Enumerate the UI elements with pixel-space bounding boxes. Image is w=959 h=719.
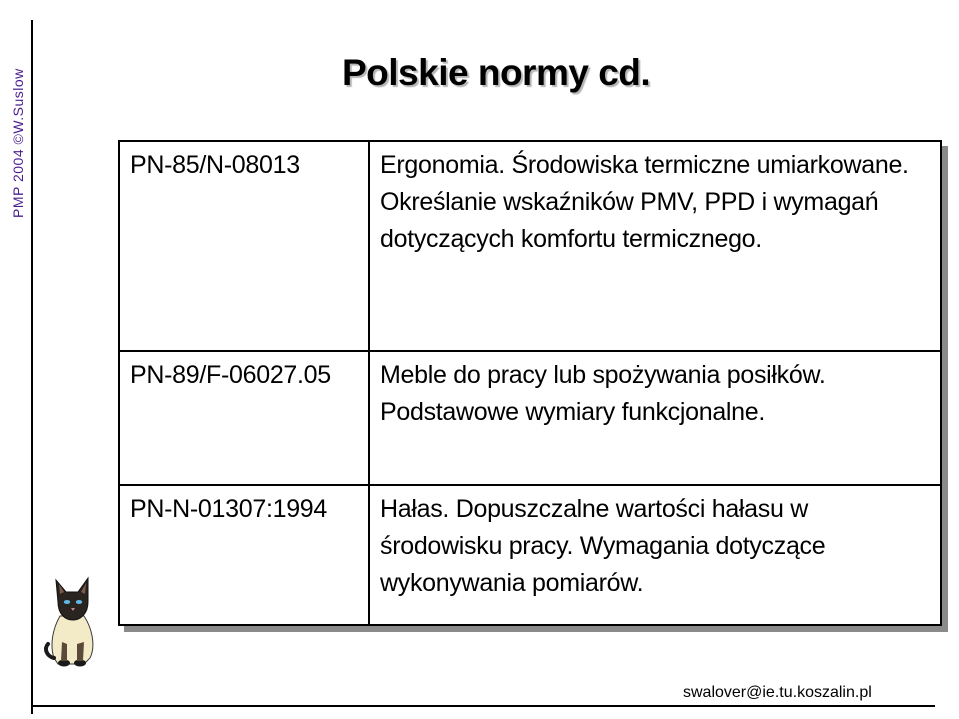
cat-body (52, 616, 93, 664)
cat-head (56, 578, 88, 620)
cat-leg-left (61, 642, 67, 661)
side-watermark (6, 38, 30, 218)
left-vertical-rule (31, 20, 33, 714)
norm-code: PN-89/F-06027.05 (120, 351, 369, 485)
bottom-horizontal-rule (31, 705, 935, 707)
norms-table (120, 142, 940, 624)
table-row (120, 351, 940, 485)
norm-description-text: Meble do pracy lub spożywania posiłków. Podstawowe wymiary funkcjonalne. (380, 361, 826, 426)
cat-eye-right (76, 600, 82, 604)
siamese-cat-illustration (44, 572, 102, 668)
cat-leg-right (77, 642, 84, 661)
footer-email: swalover@ie.tu.koszalin.pl (683, 684, 872, 701)
norm-description-text: Hałas. Dopuszczalne wartości hałasu w środowisku pracy. Wymagania dotyczące wykonywania pomiarów. (380, 495, 826, 597)
norm-description (369, 485, 940, 624)
side-watermark-text: PMP 2004 ©W.Suslow (10, 68, 26, 218)
norm-description (369, 351, 940, 485)
table-row (120, 142, 940, 351)
cat-eye-left (64, 600, 70, 604)
norm-code: PN-N-01307:1994 (120, 485, 369, 624)
table-row (120, 485, 940, 624)
norm-description (369, 142, 940, 351)
norm-description-text: Ergonomia. Środowiska termiczne umiarkowane. Określanie wskaźników PMV, PPD i wymagań dotyczących komfortu termicznego. (380, 151, 909, 253)
norm-code: PN-85/N-08013 (130, 151, 300, 179)
slide-title: Polskie normy cd. (342, 52, 651, 93)
